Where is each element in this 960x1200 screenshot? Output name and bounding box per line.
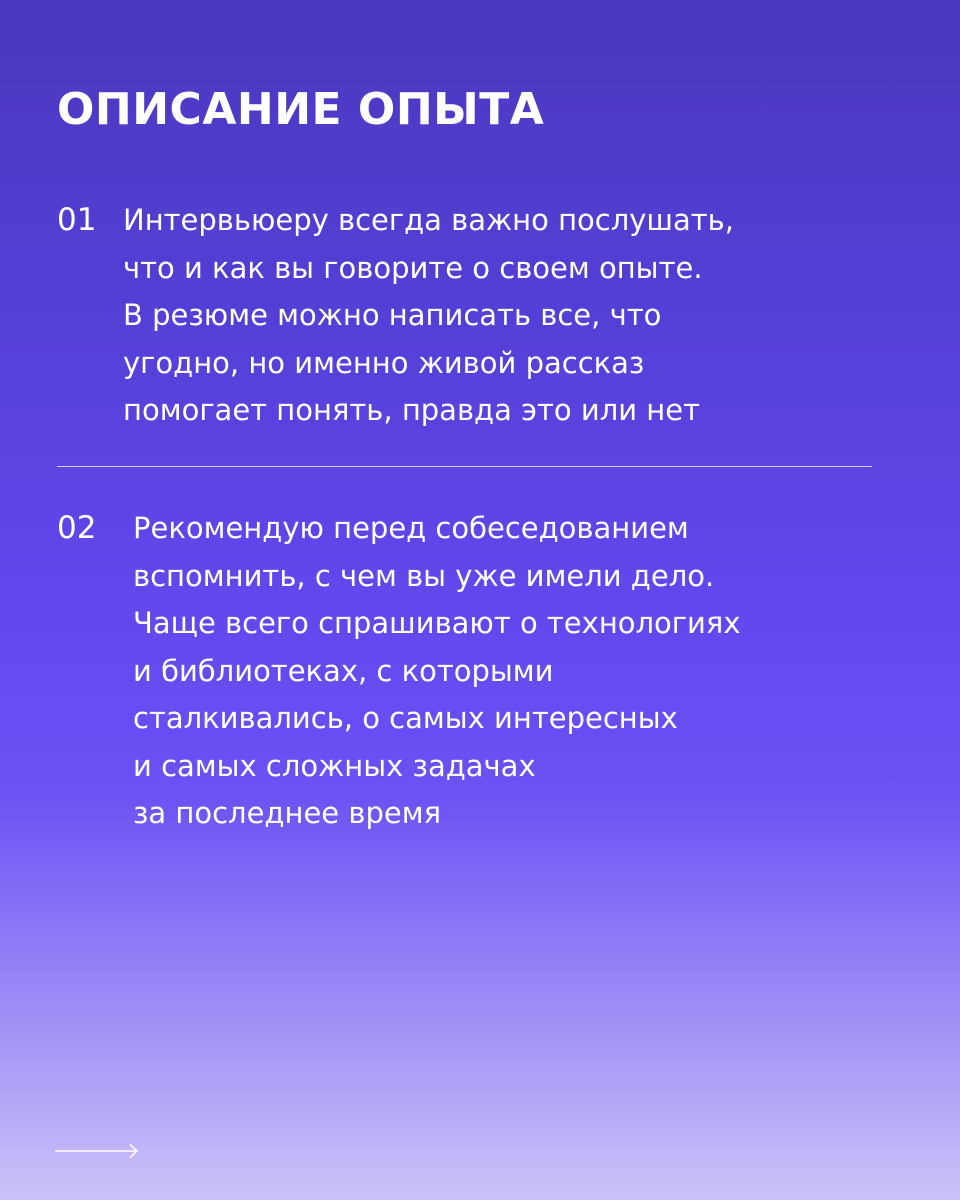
text-line: Рекомендую перед собеседованием <box>133 511 689 545</box>
text-line: вспомнить, с чем вы уже имели дело. <box>133 558 715 593</box>
item-text <box>133 505 741 838</box>
text-line: за последнее время <box>133 796 442 830</box>
text-line: помогает понять, правда это или нет <box>123 393 700 427</box>
text-line: сталкивались, о самых интересных <box>133 701 678 735</box>
page-title: ОПИСАНИЕ ОПЫТА <box>57 84 545 135</box>
item-text <box>123 197 734 435</box>
item-number: 02 <box>57 510 97 546</box>
text-line: Чаще всего спрашивают о технологиях <box>133 606 741 640</box>
divider <box>57 466 872 467</box>
item-number: 01 <box>57 202 97 238</box>
text-line: и самых сложных задачах <box>133 748 536 783</box>
text-line: угодно, но именно живой рассказ <box>123 345 645 380</box>
text-line: Интервьюеру всегда важно послушать, <box>123 203 734 237</box>
arrow-right-icon[interactable] <box>55 1142 139 1160</box>
text-line: В резюме можно написать все, что <box>123 298 662 332</box>
text-line: что и как вы говорите о своем опыте. <box>123 250 703 285</box>
text-line: и библиотеках, с которыми <box>133 653 554 688</box>
